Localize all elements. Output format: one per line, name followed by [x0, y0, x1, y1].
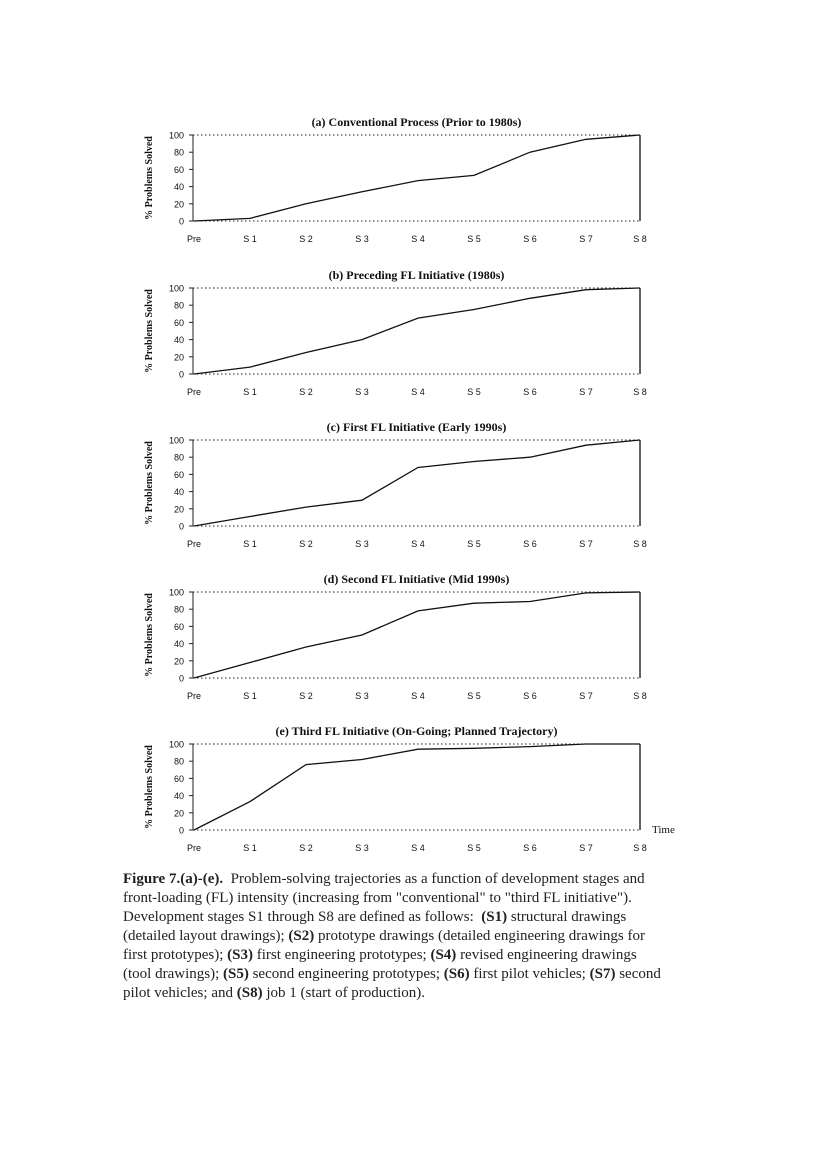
chart-b-y-tick-label: 20 [173, 352, 184, 363]
chart-b-x-tick-label: S 8 [633, 387, 647, 397]
caption-stage-s2: (S2) [288, 928, 315, 944]
caption-line-3 [123, 908, 735, 927]
chart-d-y-tick-label: 60 [173, 621, 184, 632]
chart-a-x-tick-label: S 6 [523, 234, 537, 244]
chart-e-y-tick-label: 100 [168, 739, 184, 750]
chart-c-y-tick-label: 60 [173, 469, 184, 480]
chart-d-y-tick-label: 20 [173, 656, 184, 667]
chart-e-x-tick-label: S 2 [299, 843, 313, 853]
chart-b-title: (b) Preceding FL Initiative (1980s) [328, 268, 505, 282]
chart-c-x-tick-label: S 7 [579, 539, 593, 549]
caption-text-3a: Development stages S1 through S8 are defined as follows: [123, 909, 474, 925]
chart-a-x-tick-label: S 4 [411, 234, 425, 244]
caption-text-5a: first prototypes); [123, 947, 224, 963]
caption-text-6b: second engineering prototypes; [252, 966, 441, 982]
chart-e-y-tick-label: 0 [178, 825, 184, 836]
chart-c-x-tick-label: S 8 [633, 539, 647, 549]
caption-stage-s4: (S4) [430, 947, 457, 963]
chart-a-y-tick-label: 40 [173, 182, 184, 193]
chart-c-y-tick-label: 40 [173, 487, 184, 498]
chart-b-series-line [194, 288, 640, 374]
caption-stage-s8: (S8) [236, 985, 263, 1001]
caption-text-3b: structural drawings [510, 909, 627, 925]
chart-c-y-tick-label: 20 [173, 504, 184, 515]
chart-a-series-line [194, 135, 640, 221]
chart-d-series-line [194, 592, 640, 678]
chart-c-title: (c) First FL Initiative (Early 1990s) [326, 420, 507, 434]
chart-e-x-tick-label: S 4 [411, 843, 425, 853]
chart-b-y-tick-label: 100 [168, 283, 184, 294]
chart-a-y-tick-label: 20 [173, 199, 184, 210]
chart-e-x-tick-label: Pre [186, 843, 202, 853]
chart-e-x-tick-label: S 8 [633, 843, 647, 853]
chart-c-x-tick-label: S 6 [523, 539, 537, 549]
chart-d-y-tick-label: 40 [173, 639, 184, 650]
chart-a-x-tick-label: S 8 [633, 234, 647, 244]
chart-a-x-tick-label: S 2 [299, 234, 313, 244]
chart-d-x-tick-label: S 6 [523, 691, 537, 701]
chart-e-title: (e) Third FL Initiative (On-Going; Planned Trajectory) [275, 724, 558, 738]
chart-b-x-tick-label: S 2 [299, 387, 313, 397]
chart-d-x-tick-label: S 4 [411, 691, 425, 701]
chart-c-x-tick-label: S 4 [411, 539, 425, 549]
chart-b-y-tick-label: 40 [173, 335, 184, 346]
chart-b-y-tick-label: 80 [173, 300, 184, 311]
chart-b-x-tick-label: S 5 [467, 387, 481, 397]
chart-e-y-tick-label: 60 [173, 773, 184, 784]
chart-c-y-tick-label: 80 [173, 452, 184, 463]
chart-e-x-axis-label: Time [652, 824, 675, 836]
chart-a-y-tick-label: 100 [168, 130, 184, 141]
caption-stage-s3: (S3) [227, 947, 253, 963]
caption-text-5c: revised engineering drawings [460, 947, 637, 963]
chart-e-y-tick-label: 80 [173, 756, 184, 767]
chart-c-x-tick-label: Pre [186, 539, 202, 549]
caption-line-5 [123, 946, 735, 965]
chart-a-x-tick-label: S 1 [243, 234, 257, 244]
chart-d-y-tick-label: 100 [168, 587, 184, 598]
chart-c-x-tick-label: S 2 [299, 539, 313, 549]
chart-d-y-tick-label: 0 [178, 673, 184, 684]
chart-d-y-tick-label: 80 [173, 604, 184, 615]
chart-e-y-tick-label: 40 [173, 791, 184, 802]
chart-b-x-tick-label: Pre [186, 387, 202, 397]
chart-c-y-tick-label: 100 [168, 435, 184, 446]
caption-label: Figure 7.(a)-(e). [123, 871, 224, 887]
chart-a-y-tick-label: 0 [178, 216, 184, 227]
chart-c-x-tick-label: S 3 [355, 539, 369, 549]
chart-b-x-tick-label: S 4 [411, 387, 425, 397]
caption-text-7b: job 1 (start of production). [266, 985, 426, 1001]
chart-d-title: (d) Second FL Initiative (Mid 1990s) [323, 572, 510, 586]
chart-c-x-tick-label: S 1 [243, 539, 257, 549]
chart-e-x-tick-label: S 7 [579, 843, 593, 853]
chart-d-x-tick-label: S 7 [579, 691, 593, 701]
caption-stage-s6: (S6) [443, 966, 470, 982]
caption-text-6a: (tool drawings); [123, 966, 220, 982]
chart-a-y-axis-label: % Problems Solved [144, 136, 155, 220]
caption-line-7 [123, 984, 735, 1003]
chart-e-x-tick-label: S 5 [467, 843, 481, 853]
caption-text-5b: first engineering prototypes; [256, 947, 427, 963]
chart-a-x-tick-label: Pre [186, 234, 202, 244]
caption-text-4b: prototype drawings (detailed engineering drawings for [317, 928, 645, 944]
chart-c-x-tick-label: S 5 [467, 539, 481, 549]
caption-stage-s7: (S7) [589, 966, 616, 982]
chart-a-title: (a) Conventional Process (Prior to 1980s) [311, 115, 522, 129]
chart-b-x-tick-label: S 7 [579, 387, 593, 397]
caption-text-1: Problem-solving trajectories as a function of development stages and [230, 871, 645, 887]
chart-b-y-axis-label: % Problems Solved [144, 289, 155, 373]
caption-line-4 [123, 927, 735, 946]
caption-text-2: front-loading (FL) intensity (increasing from "conventional" to "third FL initiative"). [123, 890, 632, 906]
chart-b-y-tick-label: 60 [173, 317, 184, 328]
caption-line-1 [123, 870, 735, 889]
chart-b-y-tick-label: 0 [178, 369, 184, 380]
caption-text-6d: second [619, 966, 661, 982]
chart-d-x-tick-label: S 3 [355, 691, 369, 701]
chart-e-y-axis-label: % Problems Solved [144, 745, 155, 829]
chart-b-x-tick-label: S 6 [523, 387, 537, 397]
chart-a-x-tick-label: S 7 [579, 234, 593, 244]
chart-c-y-tick-label: 0 [178, 521, 184, 532]
caption-text-7a: pilot vehicles; and [123, 985, 233, 1001]
chart-d-x-tick-label: Pre [186, 691, 202, 701]
caption-line-6 [123, 965, 735, 984]
caption-text-6c: first pilot vehicles; [473, 966, 586, 982]
caption-stage-s5: (S5) [222, 966, 249, 982]
caption-stage-s1: (S1) [481, 909, 508, 925]
chart-e-x-tick-label: S 6 [523, 843, 537, 853]
chart-d-x-tick-label: S 2 [299, 691, 313, 701]
chart-e-x-tick-label: S 3 [355, 843, 369, 853]
chart-e-x-tick-label: S 1 [243, 843, 257, 853]
chart-c-y-axis-label: % Problems Solved [144, 441, 155, 525]
chart-d-x-tick-label: S 8 [633, 691, 647, 701]
chart-c-series-line [194, 440, 640, 526]
caption-text-4a: (detailed layout drawings); [123, 928, 285, 944]
caption-line-2 [123, 889, 735, 908]
chart-a-y-tick-label: 80 [173, 147, 184, 158]
chart-b-x-tick-label: S 3 [355, 387, 369, 397]
chart-a-y-tick-label: 60 [173, 164, 184, 175]
chart-d-y-axis-label: % Problems Solved [144, 593, 155, 677]
chart-a-x-tick-label: S 3 [355, 234, 369, 244]
chart-e-y-tick-label: 20 [173, 808, 184, 819]
chart-d-x-tick-label: S 1 [243, 691, 257, 701]
chart-d-x-tick-label: S 5 [467, 691, 481, 701]
chart-a-x-tick-label: S 5 [467, 234, 481, 244]
chart-e-series-line [194, 744, 640, 830]
figure-caption [123, 870, 735, 1003]
chart-b-x-tick-label: S 1 [243, 387, 257, 397]
